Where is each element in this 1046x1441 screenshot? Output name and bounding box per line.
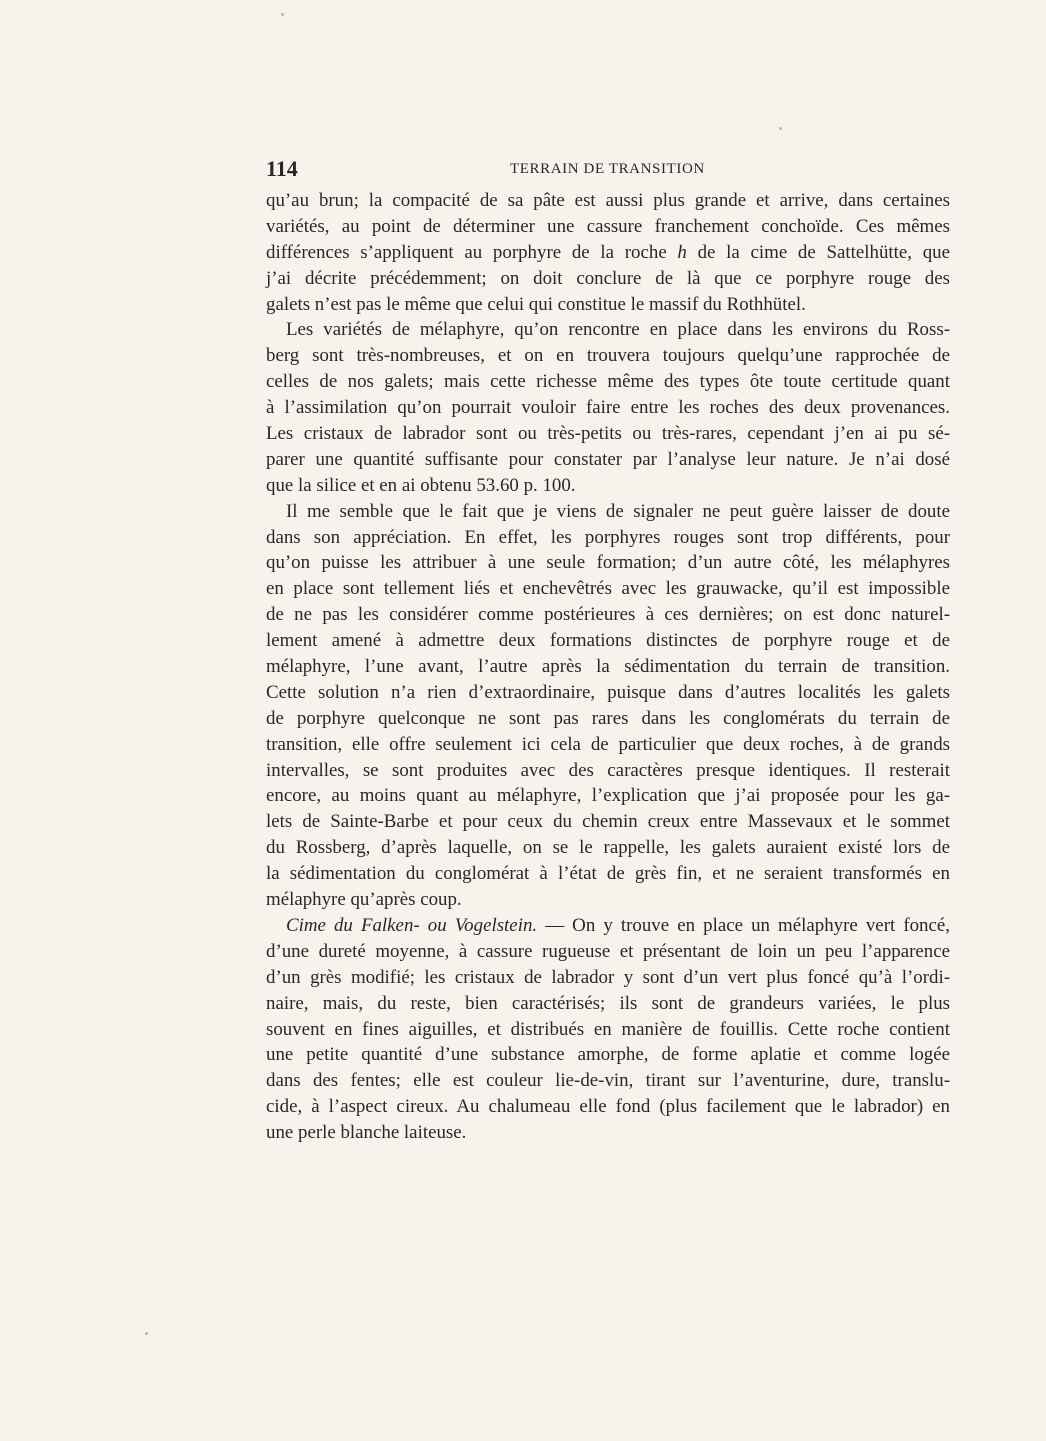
text-line: intervalles, se sont produites avec des caractères presque identiques. Il resterait bbox=[266, 759, 950, 781]
text-line: Les variétés de mélaphyre, qu’on rencontre en place dans les environs du Ross- bbox=[286, 319, 950, 341]
text-line: lement amené à admettre deux formations distinctes de porphyre rouge et de bbox=[266, 630, 950, 652]
text-line: de porphyre quelconque ne sont pas rares dans les conglomérats du terrain de bbox=[266, 707, 950, 729]
text-line: cide, à l’aspect cireux. Au chalumeau elle fond (plus facilement que le labrador) en bbox=[266, 1096, 950, 1118]
text-line: galets n’est pas le même que celui qui constitue le massif du Rothhütel. bbox=[266, 293, 806, 315]
text-line: une petite quantité d’une substance amorphe, de forme aplatie et comme logée bbox=[266, 1044, 950, 1066]
paragraph bbox=[266, 317, 950, 498]
text-line: encore, au moins quant au mélaphyre, l’explication que j’ai proposée pour les ga- bbox=[266, 785, 950, 807]
text-line: à l’assimilation qu’on pourrait vouloir faire entre les roches des deux provenances. bbox=[266, 397, 950, 419]
text-line: variétés, au point de déterminer une cassure franchement conchoïde. Ces mêmes bbox=[266, 215, 950, 237]
text-line: différences s’appliquent au porphyre de la roche h de la cime de Sattelhütte, que bbox=[266, 241, 950, 263]
page-header bbox=[266, 156, 950, 186]
text-line: j’ai décrite précédemment; on doit conclure de là que ce porphyre rouge des bbox=[266, 267, 950, 289]
text-line: mélaphyre qu’après coup. bbox=[266, 889, 462, 911]
text-line: lets de Sainte-Barbe et pour ceux du chemin creux entre Massevaux et le sommet bbox=[266, 811, 950, 833]
text-line: Il me semble que le fait que je viens de signaler ne peut guère laisser de doute bbox=[286, 500, 950, 522]
text-line: que la silice et en ai obtenu 53.60 p. 100. bbox=[266, 474, 576, 496]
text-line: Cette solution n’a rien d’extraordinaire, puisque dans d’autres localités les galets bbox=[266, 681, 950, 703]
text-line: Cime du Falken- ou Vogelstein. — On y trouve en place un mélaphyre vert foncé, bbox=[286, 914, 950, 936]
text-line: souvent en fines aiguilles, et distribués en manière de fouillis. Cette roche contient bbox=[266, 1018, 950, 1040]
text-line: de ne pas les considérer comme postérieures à ces dernières; on est donc naturel- bbox=[266, 604, 950, 626]
text-line: berg sont très-nombreuses, et on en trouvera toujours quelqu’une rapprochée de bbox=[266, 345, 950, 367]
text-line: parer une quantité suffisante pour constater par l’analyse leur nature. Je n’ai dosé bbox=[266, 448, 950, 470]
text-line: celles de nos galets; mais cette richesse même des types ôte toute certitude quant bbox=[266, 371, 950, 393]
paper-speck bbox=[281, 13, 284, 16]
text-line: qu’au brun; la compacité de sa pâte est aussi plus grande et arrive, dans certaines bbox=[266, 190, 950, 211]
italic-text: h bbox=[677, 241, 687, 263]
paper-speck bbox=[145, 1332, 148, 1335]
page-number: 114 bbox=[266, 156, 298, 181]
running-head: TERRAIN DE TRANSITION bbox=[510, 161, 705, 177]
text-line: dans son appréciation. En effet, les porphyres rouges sont trop différents, pour bbox=[266, 526, 950, 548]
text-line: naire, mais, du reste, bien caractérisés; ils sont de grandeurs variées, le plus bbox=[266, 992, 950, 1014]
text-line: du Rossberg, d’après laquelle, on se le rappelle, les galets auraient existé lors de bbox=[266, 837, 950, 859]
italic-text: Cime du Falken- ou Vogelstein. bbox=[286, 914, 538, 936]
text-line: mélaphyre, l’une avant, l’autre après la sédimentation du terrain de transition. bbox=[266, 656, 950, 678]
text-line: la sédimentation du conglomérat à l’état de grès fin, et ne seraient transformés en bbox=[266, 863, 950, 885]
text-line: transition, elle offre seulement ici cela de particulier que deux roches, à de grands bbox=[266, 733, 950, 755]
paragraph bbox=[266, 499, 950, 913]
text-line: d’une dureté moyenne, à cassure rugueuse et présentant de loin un peu l’apparence bbox=[266, 940, 950, 962]
text-line: Les cristaux de labrador sont ou très-petits ou très-rares, cependant j’en ai pu sé- bbox=[266, 423, 950, 445]
text-line: dans des fentes; elle est couleur lie-de-vin, tirant sur l’aventurine, dure, translu- bbox=[266, 1070, 950, 1092]
text-line: une perle blanche laiteuse. bbox=[266, 1122, 467, 1144]
text-line: qu’on puisse les attribuer à une seule formation; d’un autre côté, les mélaphyres bbox=[266, 552, 950, 574]
body-text bbox=[266, 188, 950, 1146]
paper-speck bbox=[779, 127, 782, 130]
text-line: d’un grès modifié; les cristaux de labrador y sont d’un vert plus foncé qu’à l’ordi- bbox=[266, 966, 950, 988]
paragraph bbox=[266, 913, 950, 1146]
text-line: en place sont tellement liés et enchevêtrés avec les grauwacke, qu’il est impossible bbox=[266, 578, 950, 600]
paragraph bbox=[266, 188, 950, 317]
